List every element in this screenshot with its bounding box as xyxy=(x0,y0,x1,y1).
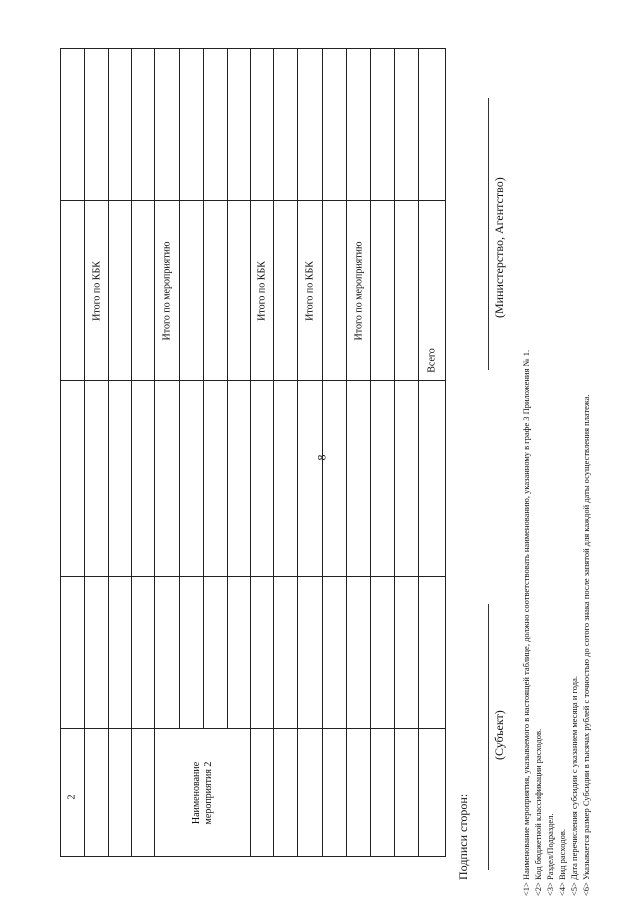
cell xyxy=(61,381,85,577)
cell xyxy=(228,49,251,201)
cell xyxy=(323,381,347,577)
signature-party-right: (Министерство, Агентство) xyxy=(492,177,506,318)
kbk-total-label: Итого по КБК xyxy=(304,260,316,321)
cell xyxy=(180,49,204,201)
cell xyxy=(274,577,298,729)
footnote-3: <3> Раздел/Подраздел. xyxy=(545,813,555,896)
cell xyxy=(298,381,323,577)
footnote-5: <5> Дата перечисления субсидии с указанием месяца и года. xyxy=(569,676,579,896)
event-total-cell xyxy=(347,201,371,381)
footnote-6: <6> Указывается размер Субсидии в тысячах рублей с точностью до сотого знака после запятой для каждой даты осуществления платежа. xyxy=(581,394,591,896)
cell xyxy=(204,577,228,729)
cell xyxy=(61,577,85,729)
cell xyxy=(180,577,204,729)
cell xyxy=(109,577,132,729)
cell xyxy=(274,729,298,857)
cell xyxy=(371,729,395,857)
cell xyxy=(347,381,371,577)
cell xyxy=(298,49,323,201)
cell xyxy=(274,381,298,577)
cell xyxy=(85,381,109,577)
event-total-cell xyxy=(155,201,180,381)
event-total-label: Итого по мероприятию xyxy=(161,241,173,340)
cell xyxy=(228,201,251,381)
payment-schedule-table xyxy=(60,48,446,857)
cell xyxy=(395,729,419,857)
cell xyxy=(323,201,347,381)
signature-line-left xyxy=(488,604,489,870)
cell xyxy=(204,381,228,577)
cell xyxy=(347,49,371,201)
cell xyxy=(204,49,228,201)
grand-total-label: Всего xyxy=(426,348,438,373)
cell xyxy=(347,577,371,729)
kbk-total-cell xyxy=(85,201,109,381)
cell xyxy=(180,381,204,577)
cell xyxy=(395,577,419,729)
cell xyxy=(395,201,419,381)
cell xyxy=(347,729,371,857)
cell xyxy=(132,577,155,729)
cell xyxy=(109,381,132,577)
cell xyxy=(323,577,347,729)
footnote-1: <1> Наименование мероприятия, указываемого в настоящей таблице, должно соответствовать наименованию, указанному в графе 3 Приложения № 1. xyxy=(521,349,531,896)
cell xyxy=(109,729,132,857)
cell xyxy=(371,381,395,577)
cell xyxy=(132,381,155,577)
cell xyxy=(251,729,274,857)
cell xyxy=(251,49,274,201)
cell xyxy=(251,577,274,729)
cell xyxy=(180,201,204,381)
cell xyxy=(419,729,446,857)
cell xyxy=(371,577,395,729)
cell xyxy=(419,49,446,201)
cell xyxy=(298,729,323,857)
cell xyxy=(371,49,395,201)
cell xyxy=(85,49,109,201)
cell xyxy=(109,201,132,381)
cell xyxy=(395,381,419,577)
cell xyxy=(274,49,298,201)
cell xyxy=(228,577,251,729)
grand-total-cell xyxy=(419,201,446,381)
footnote-2: <2> Код бюджетной классификации расходов. xyxy=(533,728,543,896)
cell xyxy=(132,49,155,201)
kbk-total-cell xyxy=(298,201,323,381)
cell xyxy=(155,381,180,577)
cell xyxy=(61,201,85,381)
signatures-title: Подписи сторон: xyxy=(456,793,470,880)
signature-party-left: (Субъект) xyxy=(492,710,506,760)
entity-number-cell xyxy=(60,738,84,856)
cell xyxy=(419,577,446,729)
cell xyxy=(155,577,180,729)
cell xyxy=(395,49,419,201)
cell xyxy=(371,201,395,381)
entity-name: Наименование мероприятия 2 xyxy=(190,761,214,824)
cell xyxy=(85,577,109,729)
footnote-4: <4> Вид расходов. xyxy=(557,829,567,896)
kbk-total-label: Итого по КБК xyxy=(91,260,102,321)
cell xyxy=(132,729,155,857)
signature-line-right xyxy=(488,98,489,370)
cell xyxy=(85,729,109,857)
cell xyxy=(298,577,323,729)
cell xyxy=(323,729,347,857)
event-total-label: Итого по мероприятию xyxy=(353,241,364,340)
kbk-total-label: Итого по КБК xyxy=(256,260,268,321)
cell xyxy=(251,381,274,577)
page-number: 8 xyxy=(314,454,329,461)
cell xyxy=(419,381,446,577)
cell xyxy=(61,49,85,201)
cell xyxy=(204,201,228,381)
kbk-total-cell xyxy=(251,201,274,381)
cell xyxy=(228,381,251,577)
cell xyxy=(132,201,155,381)
cell xyxy=(155,49,180,201)
cell xyxy=(323,49,347,201)
cell xyxy=(274,201,298,381)
cell xyxy=(109,49,132,201)
entity-number: 2 xyxy=(66,794,78,800)
entity-name-cell xyxy=(155,729,251,857)
